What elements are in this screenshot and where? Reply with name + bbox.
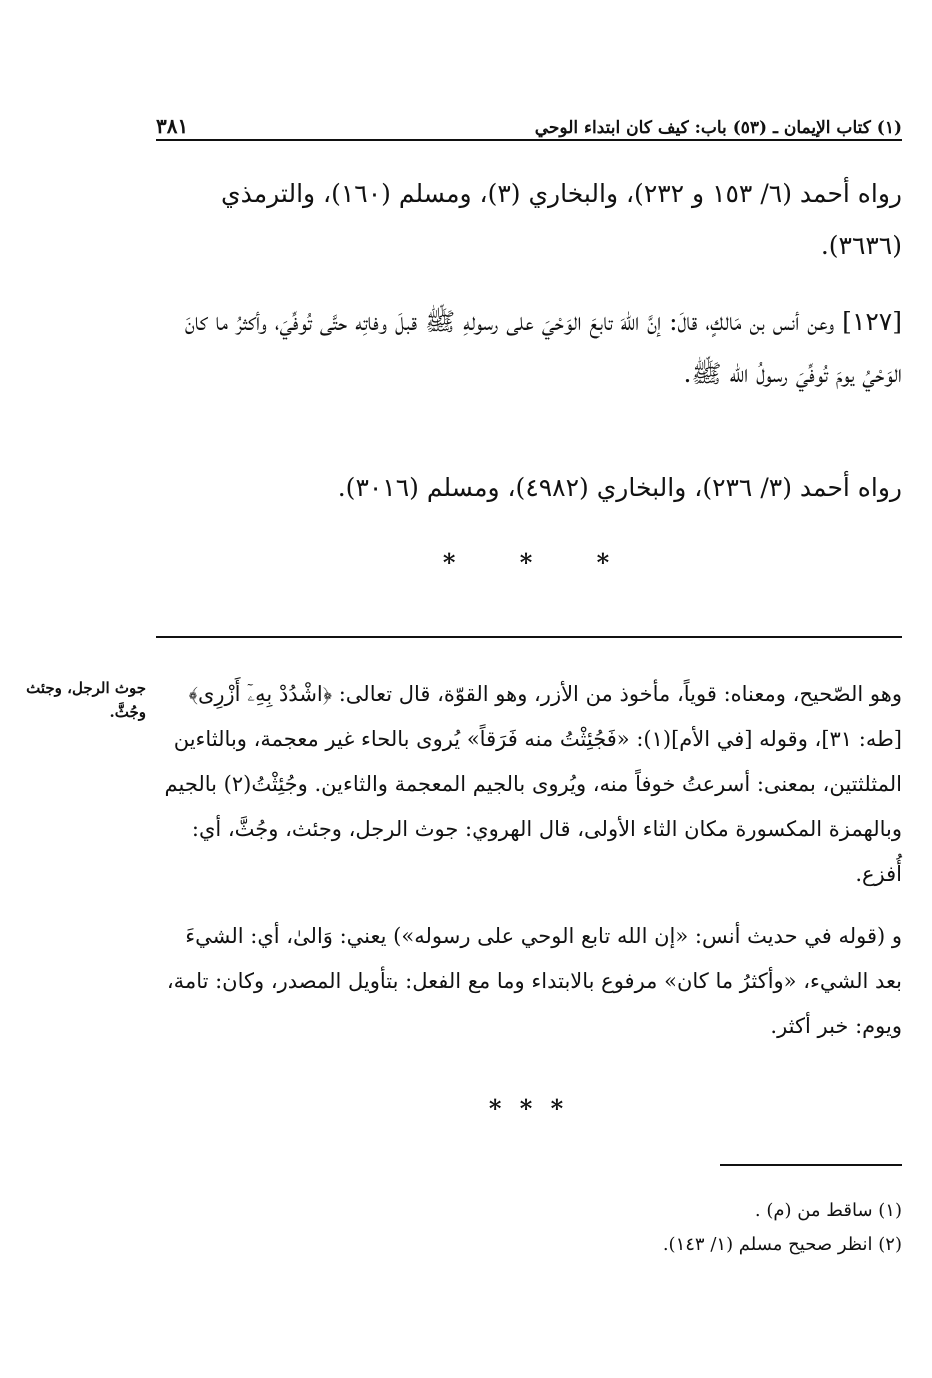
chapter-title: (١) كتاب الإيمان ـ (٥٣) باب: كيف كان ابتداء الوحي bbox=[534, 118, 902, 138]
margin-note: جوث الرجل، وجئث وجُثَّ. bbox=[26, 679, 146, 721]
hadith-source-1: رواه أحمد (٦/ ١٥٣ و ٢٣٢)، والبخاري (٣)، ومسلم (١٦٠)، والترمذي (٣٦٣٦). bbox=[221, 179, 902, 260]
commentary-rule bbox=[156, 636, 902, 638]
running-header bbox=[156, 108, 902, 138]
footnote-rule bbox=[720, 1164, 902, 1166]
section-separator-upper: * * * bbox=[442, 548, 610, 577]
hadith-127-text: [١٢٧] وعن أنس بن مَالكٍ، قالَ: إنَّ اللهَ تابعَ الوَحْيَ على رسولهِ ﷺ قبلَ وفاتِه حتَّى تُوفِّيَ، وأكثرُ ما كانَ الوَحْيُ يومَ تُوفِّيَ رسولُ الله ﷺ. bbox=[184, 307, 902, 388]
page-number: ٣٨١ bbox=[156, 114, 189, 138]
commentary-paragraph-2: و (قوله في حديث أنس: «إن الله تابع الوحي على رسوله») يعني: وَالىٰ، أي: الشيءَ بعد الشيء، «وأكثرُ ما كان» مرفوع بالابتداء وما مع الفعل: بتأويل المصدر، وكان: تامة، ويوم: خبر أكثر. bbox=[166, 924, 902, 1038]
header-rule bbox=[156, 139, 902, 141]
footnote-1: (١) ساقط من (م) . bbox=[754, 1200, 902, 1221]
hadith-source-2: رواه أحمد (٣/ ٢٣٦)، والبخاري (٤٩٨٢)، ومسلم (٣٠١٦). bbox=[337, 473, 902, 502]
section-separator-lower: * * * bbox=[488, 1094, 564, 1123]
footnote-2: (٢) انظر صحيح مسلم (١/ ١٤٣). bbox=[662, 1234, 902, 1255]
commentary-paragraph-1: وهو الصّحيح، ومعناه: قوياً، مأخوذ من الأزر، وهو القوّة، قال تعالى: ﴿اشْدُدْ بِهِۦٓ أَزْرِى﴾ [طه: ٣١]، وقوله [في الأم](١): «فَجُئِثْتُ منه فَرَقاً» يُروى بالحاء غير معجمة، وبالثاءين المثلثتين، بمعنى: أسرعتُ خوفاً منه، ويُروى بالجيم المعجمة والثاءين. وجُئِثْتُ(٢) بالجيم وبالهمزة المكسورة مكان الثاء الأولى، قال الهروي: جوث الرجل، وجئث، وجُثَّ، أي: أُفزع. bbox=[164, 682, 902, 886]
